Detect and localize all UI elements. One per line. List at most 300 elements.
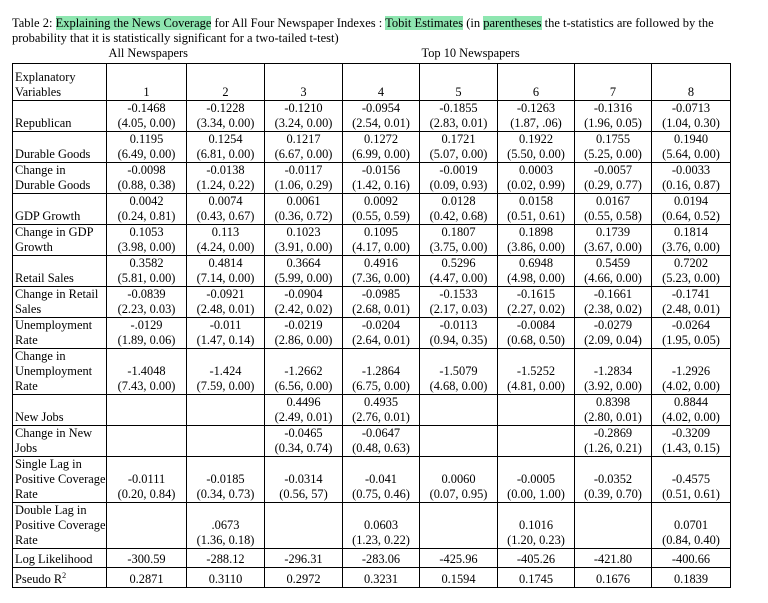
explanatory-variables-header: Explanatory Variables: [13, 64, 107, 101]
t-statistic: (0.84, 0.40): [662, 533, 720, 547]
coefficient: 0.1195: [129, 132, 164, 146]
t-statistic: (4.66, 0.00): [584, 271, 642, 285]
t-statistic: (2.38, 0.02): [584, 302, 642, 316]
t-statistic: (2.68, 0.01): [352, 302, 410, 316]
t-statistic: (7.43, 0.00): [117, 379, 176, 393]
col-header: 5: [420, 64, 498, 101]
t-statistic: (2.48, 0.01): [196, 302, 255, 316]
data-cell: [652, 349, 731, 395]
t-statistic: (0.29, 0.77): [584, 178, 642, 192]
coefficient: 0.4935: [363, 395, 399, 409]
coefficient: -0.0084: [516, 318, 556, 332]
t-statistic: (1.04, 0.30): [662, 116, 720, 130]
t-statistic: (1.23, 0.22): [352, 533, 410, 547]
t-statistic: (1.87, .06): [510, 116, 562, 130]
table-row: [13, 256, 731, 287]
coefficient: -0.0138: [206, 163, 245, 177]
data-cell: [652, 457, 731, 503]
coefficient: -0.0117: [284, 163, 323, 177]
col-header: 8: [652, 64, 731, 101]
data-cell: [187, 503, 265, 549]
col-header: 7: [575, 64, 652, 101]
coefficient: 0.1940: [673, 132, 709, 146]
data-cell: [107, 225, 187, 256]
data-cell: [107, 101, 187, 132]
data-cell: [107, 132, 187, 163]
data-cell: [575, 225, 652, 256]
coefficient: -0.1468: [127, 101, 166, 115]
coefficient: -405.26: [516, 552, 556, 566]
data-cell: [498, 194, 575, 225]
coefficient: 0.0701: [673, 518, 709, 532]
t-statistic: (2.80, 0.01): [584, 410, 642, 424]
data-cell: [575, 318, 652, 349]
coefficient: 0.1594: [441, 572, 476, 587]
t-statistic: (0.55, 0.59): [352, 209, 410, 223]
t-statistic: (0.00, 1.00): [507, 487, 565, 501]
data-cell: [652, 194, 731, 225]
coefficient: 0.5459: [595, 256, 631, 270]
caption-prefix: Table 2:: [12, 16, 56, 30]
data-cell: [343, 225, 420, 256]
t-statistic: (0.07, 0.95): [429, 487, 488, 501]
data-cell: [265, 132, 343, 163]
t-statistic: (4.17, 0.00): [352, 240, 410, 254]
coefficient: -400.66: [671, 552, 711, 566]
coefficient: -0.0113: [439, 318, 478, 332]
data-cell: [498, 349, 575, 395]
data-cell: [265, 503, 343, 549]
row-label: Unemployment Rate: [13, 318, 107, 349]
col-header: 4: [343, 64, 420, 101]
coefficient: -0.1263: [516, 101, 556, 115]
table-row: [13, 163, 731, 194]
data-cell: [107, 287, 187, 318]
table-row: [13, 194, 731, 225]
coefficient: -0.2869: [593, 426, 633, 440]
coefficient: 0.1217: [286, 132, 321, 146]
coefficient: 0.1053: [129, 225, 164, 239]
data-cell: [187, 426, 265, 457]
group-all-newspapers: All Newspapers: [108, 46, 188, 60]
t-statistic: (0.42, 0.68): [429, 209, 488, 223]
data-cell: [498, 256, 575, 287]
t-statistic: (0.34, 0.74): [274, 441, 333, 455]
t-statistic: (2.49, 0.01): [274, 410, 333, 424]
table-row: [13, 503, 731, 549]
coefficient: -0.0921: [206, 287, 245, 301]
coefficient: -0.0219: [284, 318, 323, 332]
t-statistic: (4.02, 0.00): [662, 410, 720, 424]
coefficient: .0673: [211, 518, 240, 532]
coefficient: 0.1095: [363, 225, 399, 239]
t-statistic: (4.81, 0.00): [507, 379, 565, 393]
coefficient: -0.0954: [361, 101, 401, 115]
coefficient: -0.0904: [284, 287, 323, 301]
t-statistic: (2.64, 0.01): [352, 333, 410, 347]
row-label: Single Lag in Positive Coverage Rate: [13, 457, 107, 503]
caption-text-1: for All Four Newspaper Indexes :: [211, 16, 386, 30]
coefficient: -0.0111: [127, 472, 166, 486]
data-cell: [420, 503, 498, 549]
coefficient: -0.0204: [361, 318, 401, 332]
data-cell: [187, 194, 265, 225]
data-cell: [187, 568, 265, 588]
t-statistic: (4.02, 0.00): [662, 379, 720, 393]
coefficient: -1.424: [209, 364, 242, 378]
data-cell: [420, 132, 498, 163]
coefficient: -283.06: [361, 552, 401, 566]
coefficient: -0.1741: [671, 287, 711, 301]
t-statistic: (0.09, 0.93): [429, 178, 488, 192]
row-label: Log Likelihood: [13, 549, 107, 568]
data-cell: [652, 318, 731, 349]
row-label: Double Lag in Positive Coverage Rate: [13, 503, 107, 549]
data-cell: [343, 256, 420, 287]
coefficient: -0.1615: [516, 287, 556, 301]
t-statistic: (1.89, 0.06): [117, 333, 176, 347]
data-cell: [187, 163, 265, 194]
coefficient: -300.59: [127, 552, 166, 566]
t-statistic: (0.75, 0.46): [352, 487, 410, 501]
data-cell: [575, 101, 652, 132]
t-statistic: (4.05, 0.00): [117, 116, 176, 130]
data-cell: [265, 225, 343, 256]
row-label-text: Pseudo R: [15, 572, 63, 587]
data-cell: [652, 568, 731, 588]
t-statistic: (2.83, 0.01): [429, 116, 488, 130]
coefficient: 0.1922: [518, 132, 554, 146]
coefficient: 0.3110: [208, 572, 243, 587]
data-cell: [265, 194, 343, 225]
caption-highlight-parentheses: parentheses: [483, 16, 542, 30]
t-statistic: (6.81, 0.00): [196, 147, 255, 161]
data-cell: [343, 163, 420, 194]
data-cell: [575, 457, 652, 503]
coefficient: 0.8844: [673, 395, 709, 409]
data-cell: [343, 194, 420, 225]
coefficient: 0.1745: [518, 572, 554, 587]
coefficient: -0.0713: [671, 101, 711, 115]
data-cell: [187, 287, 265, 318]
coefficient: 0.0092: [363, 194, 399, 208]
t-statistic: (3.91, 0.00): [274, 240, 333, 254]
coefficient: -0.0264: [671, 318, 711, 332]
data-cell: [420, 225, 498, 256]
coefficient: 0.1755: [595, 132, 631, 146]
coefficient: -0.1228: [206, 101, 245, 115]
data-cell: [187, 101, 265, 132]
t-statistic: (2.09, 0.04): [584, 333, 642, 347]
coefficient: 0.1839: [673, 572, 709, 587]
t-statistic: (3.76, 0.00): [662, 240, 720, 254]
data-cell: [575, 349, 652, 395]
data-cell: [187, 318, 265, 349]
t-statistic: (1.95, 0.05): [662, 333, 720, 347]
t-statistic: (7.14, 0.00): [196, 271, 255, 285]
coefficient: -0.0033: [671, 163, 711, 177]
data-cell: [498, 549, 575, 568]
coefficient: -1.2834: [593, 364, 633, 378]
coefficient: 0.8398: [595, 395, 631, 409]
data-cell: [187, 395, 265, 426]
data-cell: [420, 318, 498, 349]
coefficient: -0.1661: [593, 287, 633, 301]
coefficient: -0.0057: [593, 163, 633, 177]
t-statistic: (0.34, 0.73): [196, 487, 255, 501]
data-cell: [107, 349, 187, 395]
t-statistic: (2.42, 0.02): [274, 302, 333, 316]
data-cell: [107, 426, 187, 457]
t-statistic: (5.25, 0.00): [584, 147, 642, 161]
data-cell: [265, 101, 343, 132]
t-statistic: (0.20, 0.84): [117, 487, 176, 501]
t-statistic: (0.24, 0.81): [117, 209, 176, 223]
data-cell: [498, 225, 575, 256]
t-statistic: (0.55, 0.58): [584, 209, 642, 223]
data-cell: [265, 549, 343, 568]
coefficient: 0.4814: [208, 256, 243, 270]
table-row: [13, 426, 731, 457]
coefficient: -0.1210: [284, 101, 323, 115]
t-statistic: (0.36, 0.72): [274, 209, 333, 223]
table-row: [13, 225, 731, 256]
coefficient: -0.0352: [593, 472, 633, 486]
data-cell: [420, 194, 498, 225]
data-cell: [498, 132, 575, 163]
coefficient: -0.0098: [127, 163, 166, 177]
t-statistic: (1.96, 0.05): [584, 116, 642, 130]
coefficient: -0.1316: [593, 101, 633, 115]
col-header: 2: [187, 64, 265, 101]
t-statistic: (4.68, 0.00): [429, 379, 488, 393]
data-cell: [187, 457, 265, 503]
data-cell: [107, 318, 187, 349]
t-statistic: (0.68, 0.50): [507, 333, 565, 347]
caption-text-2: (in: [463, 16, 484, 30]
table-row: [13, 395, 731, 426]
caption-text-3: the t-statistics are followed by the probability that it is statistically significant for a two-tailed t-test): [12, 16, 714, 45]
t-statistic: (5.23, 0.00): [662, 271, 720, 285]
col-header: 1: [107, 64, 187, 101]
data-cell: [343, 318, 420, 349]
t-statistic: (3.75, 0.00): [429, 240, 488, 254]
data-cell: [575, 256, 652, 287]
coefficient: -0.0279: [593, 318, 633, 332]
coefficient: 0.0603: [363, 518, 399, 532]
data-cell: [343, 101, 420, 132]
t-statistic: (6.67, 0.00): [274, 147, 333, 161]
row-label: [13, 568, 107, 588]
coefficient: -0.011: [209, 318, 242, 332]
col-header: 6: [498, 64, 575, 101]
t-statistic: (5.50, 0.00): [507, 147, 565, 161]
row-label: New Jobs: [13, 395, 107, 426]
data-cell: [187, 225, 265, 256]
t-statistic: (1.24, 0.22): [196, 178, 255, 192]
data-cell: [652, 549, 731, 568]
t-statistic: (3.92, 0.00): [584, 379, 642, 393]
t-statistic: (1.26, 0.21): [584, 441, 642, 455]
coefficient: -1.5252: [516, 364, 556, 378]
coefficient: 0.1721: [441, 132, 476, 146]
caption-highlight-tobit: Tobit Estimates: [385, 16, 464, 30]
data-cell: [420, 349, 498, 395]
data-cell: [420, 101, 498, 132]
data-cell: [498, 101, 575, 132]
data-cell: [343, 132, 420, 163]
data-cell: [187, 132, 265, 163]
coefficient: 0.0167: [595, 194, 631, 208]
t-statistic: (0.56, 57): [279, 487, 328, 501]
coefficient: 0.1023: [286, 225, 321, 239]
coefficient: -1.5079: [439, 364, 478, 378]
data-cell: [575, 503, 652, 549]
table-row: [13, 101, 731, 132]
t-statistic: (4.47, 0.00): [429, 271, 488, 285]
col-header: 3: [265, 64, 343, 101]
t-statistic: (3.24, 0.00): [274, 116, 333, 130]
coefficient: -1.2926: [671, 364, 711, 378]
row-label-superscript: 2: [62, 571, 67, 580]
data-cell: [187, 549, 265, 568]
coefficient: -0.0839: [127, 287, 166, 301]
coefficient: -296.31: [284, 552, 323, 566]
row-label: Change in Durable Goods: [13, 163, 107, 194]
data-cell: [652, 503, 731, 549]
data-cell: [575, 426, 652, 457]
t-statistic: (2.23, 0.03): [117, 302, 176, 316]
data-cell: [420, 287, 498, 318]
data-cell: [420, 457, 498, 503]
data-cell: [652, 395, 731, 426]
data-cell: [107, 549, 187, 568]
t-statistic: (0.43, 0.67): [196, 209, 255, 223]
data-cell: [107, 457, 187, 503]
data-cell: [187, 349, 265, 395]
data-cell: [420, 549, 498, 568]
table-row: [13, 568, 731, 588]
coefficient: -1.2662: [284, 364, 323, 378]
table-row: [13, 457, 731, 503]
data-cell: [575, 163, 652, 194]
coefficient: 0.4916: [363, 256, 399, 270]
coefficient: -.0129: [130, 318, 163, 332]
t-statistic: (2.54, 0.01): [352, 116, 410, 130]
data-cell: [498, 568, 575, 588]
data-cell: [420, 426, 498, 457]
data-cell: [575, 549, 652, 568]
t-statistic: (0.94, 0.35): [429, 333, 488, 347]
coefficient: 0.0194: [673, 194, 709, 208]
t-statistic: (0.88, 0.38): [117, 178, 176, 192]
t-statistic: (1.42, 0.16): [352, 178, 410, 192]
coefficient: 0.1814: [673, 225, 709, 239]
coefficient: 0.113: [211, 225, 240, 239]
data-cell: [498, 318, 575, 349]
row-label: GDP Growth: [13, 194, 107, 225]
t-statistic: (7.36, 0.00): [352, 271, 410, 285]
coefficient: -1.2864: [361, 364, 401, 378]
t-statistic: (6.49, 0.00): [117, 147, 176, 161]
data-cell: [343, 287, 420, 318]
t-statistic: (2.86, 0.00): [274, 333, 333, 347]
data-cell: [420, 256, 498, 287]
data-cell: [265, 395, 343, 426]
coefficient: 0.0061: [286, 194, 321, 208]
data-cell: [107, 194, 187, 225]
t-statistic: (5.07, 0.00): [429, 147, 488, 161]
data-cell: [107, 568, 187, 588]
data-cell: [420, 568, 498, 588]
coefficient: -425.96: [439, 552, 478, 566]
t-statistic: (3.86, 0.00): [507, 240, 565, 254]
data-cell: [343, 395, 420, 426]
data-cell: [652, 225, 731, 256]
data-cell: [187, 256, 265, 287]
data-cell: [575, 194, 652, 225]
row-label: Change in Unemployment Rate: [13, 349, 107, 395]
row-label: Change in New Jobs: [13, 426, 107, 457]
row-label: Republican: [13, 101, 107, 132]
coefficient: 0.3664: [286, 256, 321, 270]
t-statistic: (6.99, 0.00): [352, 147, 410, 161]
table-row: [13, 287, 731, 318]
coefficient: 0.1676: [595, 572, 631, 587]
coefficient: -0.3209: [671, 426, 711, 440]
coefficient: 0.1016: [518, 518, 554, 532]
row-label: Change in Retail Sales: [13, 287, 107, 318]
coefficient: -0.0314: [284, 472, 323, 486]
coefficient: -0.0465: [284, 426, 323, 440]
row-label: Durable Goods: [13, 132, 107, 163]
data-cell: [343, 568, 420, 588]
t-statistic: (5.64, 0.00): [662, 147, 720, 161]
t-statistic: (2.76, 0.01): [352, 410, 410, 424]
coefficient: 0.0003: [518, 163, 554, 177]
data-cell: [343, 549, 420, 568]
coefficient: -1.4048: [127, 364, 166, 378]
table-row: [13, 549, 731, 568]
t-statistic: (3.98, 0.00): [117, 240, 176, 254]
data-cell: [652, 132, 731, 163]
data-cell: [265, 349, 343, 395]
table-row: [13, 349, 731, 395]
data-cell: [265, 426, 343, 457]
t-statistic: (1.36, 0.18): [196, 533, 255, 547]
coefficient: 0.4496: [286, 395, 321, 409]
coefficient: 0.7202: [673, 256, 709, 270]
caption-highlight-explaining: Explaining the News Coverage: [55, 16, 212, 30]
data-cell: [265, 256, 343, 287]
coefficient: -0.041: [364, 472, 397, 486]
data-cell: [498, 163, 575, 194]
t-statistic: (1.47, 0.14): [196, 333, 255, 347]
t-statistic: (0.51, 0.61): [662, 487, 720, 501]
coefficient: -0.4575: [671, 472, 711, 486]
data-cell: [498, 287, 575, 318]
coefficient: -0.0156: [361, 163, 401, 177]
t-statistic: (2.48, 0.01): [662, 302, 720, 316]
t-statistic: (3.67, 0.00): [584, 240, 642, 254]
coefficient: 0.0074: [208, 194, 243, 208]
data-cell: [265, 287, 343, 318]
coefficient: -288.12: [206, 552, 245, 566]
coefficient: -0.1855: [439, 101, 478, 115]
data-cell: [107, 163, 187, 194]
coefficient: -0.1533: [439, 287, 478, 301]
data-cell: [265, 163, 343, 194]
